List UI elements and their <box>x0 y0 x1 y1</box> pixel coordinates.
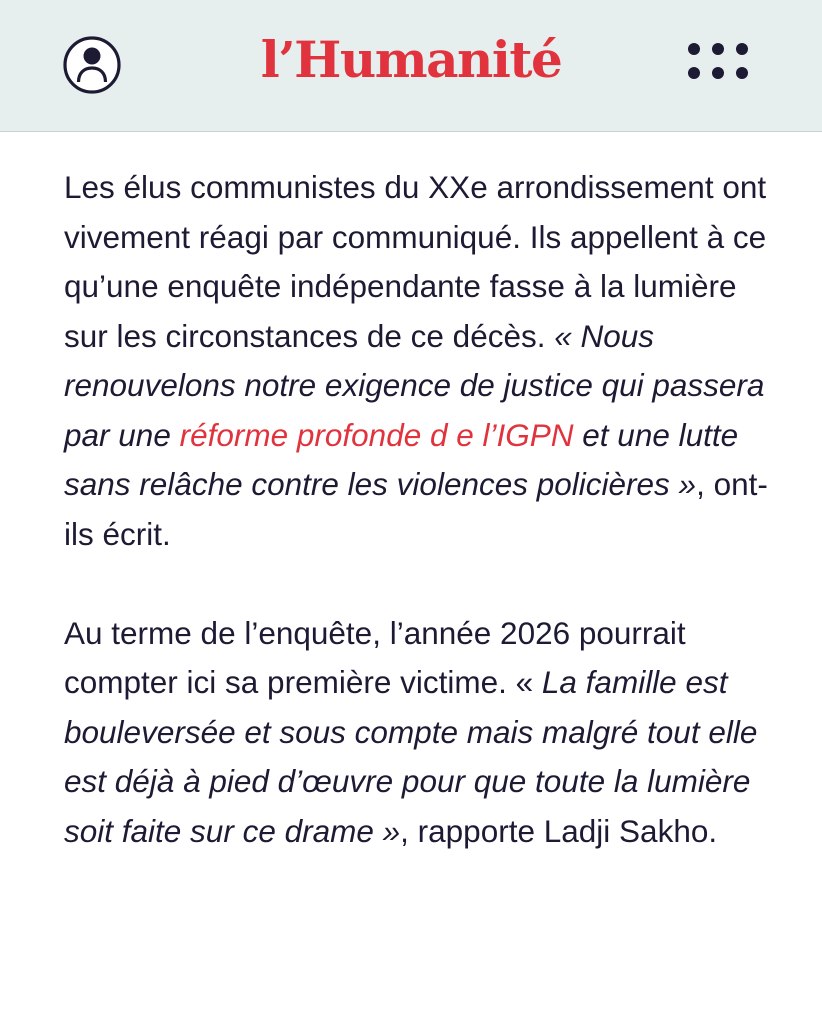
paragraph-1 <box>64 163 784 559</box>
igpn-reform-link[interactable]: réforme profonde d e l’IGPN <box>179 416 574 453</box>
quote-2: La famille est bouleversée et sous compte mais malgré tout elle est déjà à pied d’œuvre pour que toute la lumière soit faite sur ce drame » <box>64 664 758 849</box>
menu-button[interactable] <box>684 40 752 84</box>
paragraph-1-text: Les élus communistes du XXe arrondissement ont vivement réagi par communiqué. Ils appellent à ce qu’une enquête indépendante fasse à la lumière sur les circonstances de ce décès. <box>64 169 767 354</box>
paragraph-2-attribution: , rapporte Ladji Sakho. <box>400 812 718 849</box>
paragraph-2 <box>64 609 784 857</box>
paragraph-2-text: Au terme de l’enquête, l’année 2026 pourrait compter ici sa première victime. « <box>64 614 686 700</box>
user-circle-icon <box>62 35 122 95</box>
dots-grid-icon <box>684 40 752 84</box>
account-button[interactable] <box>62 35 122 95</box>
paragraph-1-attribution: , ont-ils écrit. <box>64 466 768 552</box>
article-body <box>64 163 784 906</box>
quote-1-close: et une lutte sans relâche contre les violences policières » <box>64 416 739 502</box>
site-header <box>0 0 822 132</box>
quote-1-open: « Nous renouvelons notre exigence de justice qui passera par une <box>64 317 765 453</box>
site-logo[interactable]: l’Humanité <box>260 30 562 89</box>
